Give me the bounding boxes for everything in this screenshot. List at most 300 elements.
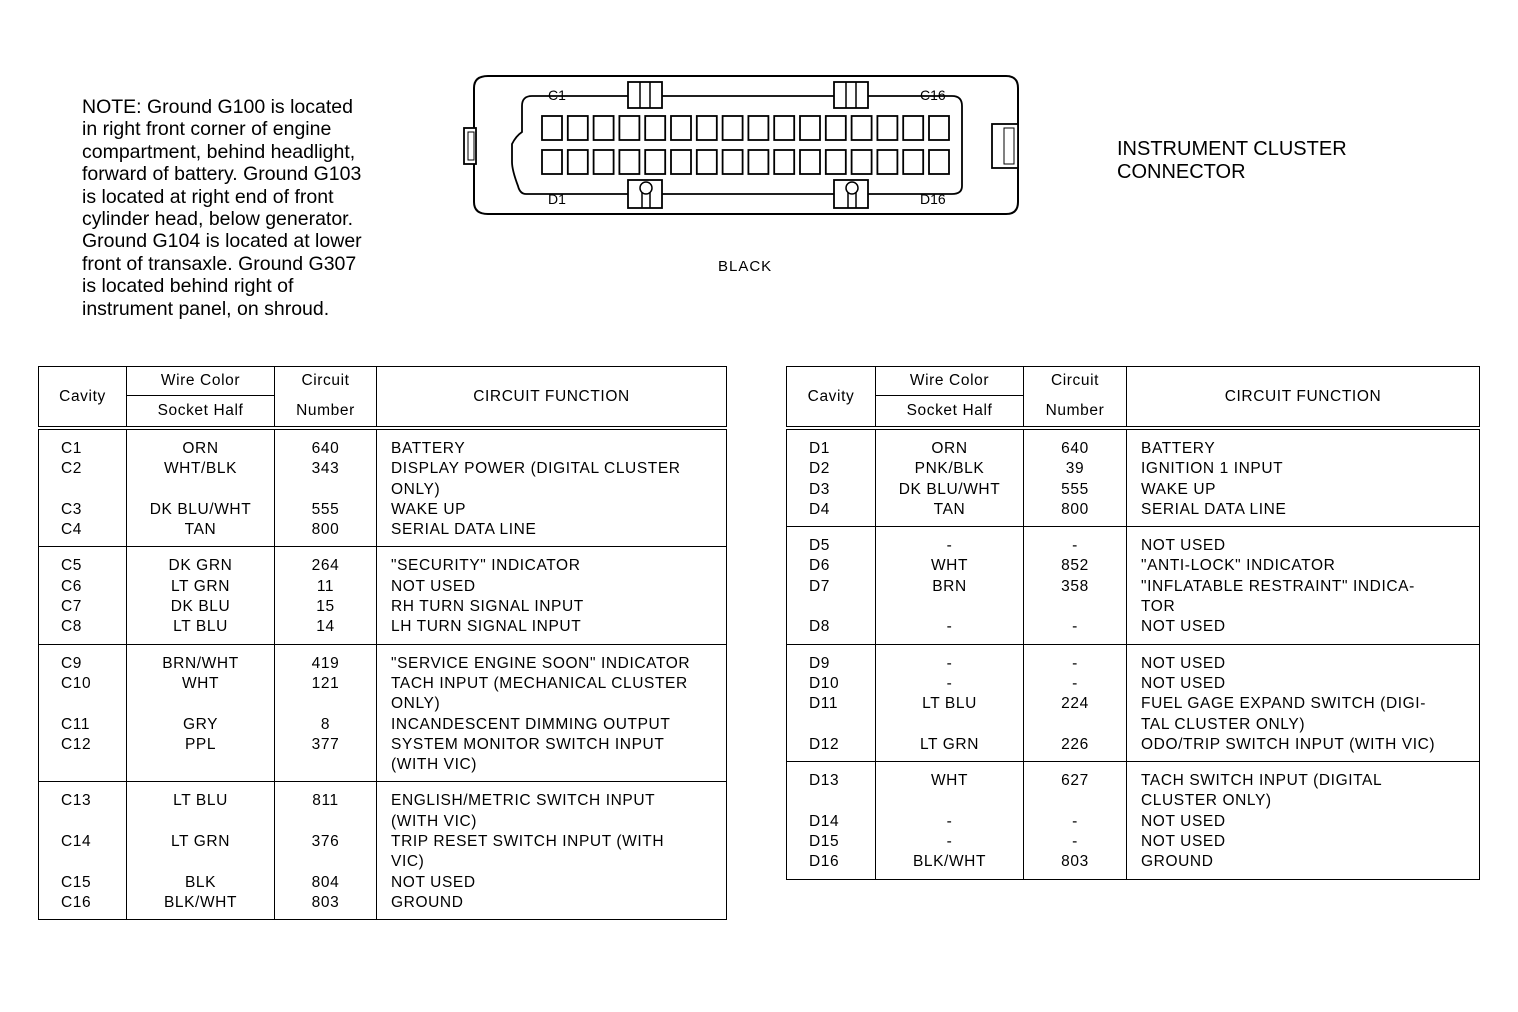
- cavity-id: C2: [61, 460, 83, 478]
- circuit-number: 264: [311, 557, 340, 575]
- table-row: [39, 520, 727, 547]
- circuit-number: 811: [312, 792, 339, 810]
- circuit-function-cell: [377, 644, 727, 674]
- circuit-function-cell: [1127, 527, 1480, 557]
- pin-cavity: [697, 116, 717, 140]
- wire-color-cell: [127, 893, 275, 920]
- wire-color: WHT: [930, 557, 969, 575]
- circuit-number-cell: [275, 597, 377, 617]
- wire-color: BRN/WHT: [162, 654, 239, 672]
- table-row: [787, 812, 1480, 832]
- cavity-cell: [787, 852, 876, 879]
- wire-color-cell: [127, 715, 275, 735]
- cavity-cell: [39, 547, 127, 577]
- pin-cavity: [877, 116, 897, 140]
- wire-color-cell: [876, 556, 1024, 576]
- connector-title-line: CONNECTOR: [1117, 161, 1246, 183]
- circuit-number: 419: [311, 654, 340, 672]
- pin-group: [39, 644, 727, 782]
- note-line: in right front corner of engine: [82, 118, 332, 141]
- cavity-cell: [787, 459, 876, 479]
- note-line: instrument panel, on shroud.: [82, 297, 330, 320]
- circuit-function: SERIAL DATA LINE: [1141, 500, 1287, 518]
- note-line: Ground G104 is located at lower: [82, 230, 362, 253]
- pin-cavity: [774, 116, 794, 140]
- wire-color-cell: [876, 852, 1024, 879]
- circuit-function-cell: [377, 520, 727, 547]
- cavity-id: D14: [809, 812, 840, 830]
- wire-color: ORN: [931, 440, 968, 457]
- pin-cavity: [929, 116, 949, 140]
- table-row: [787, 762, 1480, 812]
- table-row: [787, 527, 1480, 557]
- circuit-function-cell: [1127, 735, 1480, 762]
- circuit-number: -: [1072, 674, 1078, 692]
- pin-group: [39, 547, 727, 644]
- circuit-number-cell: [1024, 812, 1127, 832]
- circuit-function: NOT USED: [1141, 833, 1226, 851]
- circuit-number: 627: [1061, 772, 1089, 790]
- table-row: [787, 556, 1480, 576]
- wire-color-cell: [127, 500, 275, 520]
- circuit-function-continued: ONLY): [391, 695, 441, 713]
- cavity-cell: [787, 762, 876, 812]
- cavity-id: C1: [61, 440, 83, 457]
- wire-color-cell: [876, 527, 1024, 557]
- cavity-id: C10: [61, 674, 92, 692]
- circuit-number: 14: [316, 618, 335, 636]
- cavity-cell: [787, 832, 876, 852]
- table-row: [787, 428, 1480, 459]
- wire-color: LT BLU: [173, 792, 228, 810]
- cavity-table-c: [38, 366, 727, 920]
- table-row: [787, 617, 1480, 644]
- pin-cavity: [619, 116, 639, 140]
- cavity-id: C15: [61, 873, 92, 891]
- wire-color: -: [946, 537, 953, 555]
- circuit-function-continued: CLUSTER ONLY): [1141, 792, 1272, 810]
- note-line: compartment, behind headlight,: [82, 140, 356, 163]
- cavity-id: D10: [809, 674, 840, 692]
- cavity-cell: [787, 735, 876, 762]
- pin-cavity: [542, 150, 562, 174]
- wire-color-cell: [876, 617, 1024, 644]
- cavity-id: C4: [61, 521, 83, 539]
- pin-group: [39, 428, 727, 547]
- circuit-number-cell: [1024, 762, 1127, 812]
- cavity-id: D4: [809, 500, 831, 518]
- circuit-number: 224: [1061, 695, 1089, 713]
- cavity-cell: [787, 812, 876, 832]
- header-wire-color: Wire Color: [876, 367, 1024, 396]
- note-line: is located at right end of front: [82, 185, 334, 208]
- circuit-number-cell: [1024, 527, 1127, 557]
- header-socket-half: Socket Half: [127, 396, 275, 429]
- wire-color-cell: [127, 428, 275, 459]
- circuit-number-cell: [275, 459, 377, 500]
- cavity-id: D1: [809, 440, 831, 457]
- cavity-cell: [787, 556, 876, 576]
- cavity-cell: [787, 694, 876, 735]
- circuit-number-cell: [1024, 480, 1127, 500]
- circuit-function-cell: [377, 832, 727, 873]
- pin-cavity: [723, 150, 743, 174]
- table-row: [39, 832, 727, 873]
- wire-color: WHT: [181, 674, 220, 692]
- circuit-number-cell: [1024, 428, 1127, 459]
- note-line: cylinder head, below generator.: [82, 208, 354, 231]
- circuit-function-continued: ONLY): [391, 480, 441, 498]
- circuit-function-cell: [377, 428, 727, 459]
- wire-color-cell: [127, 644, 275, 674]
- table-row: [787, 674, 1480, 694]
- cavity-id: D16: [809, 853, 840, 871]
- cavity-cell: [39, 597, 127, 617]
- circuit-function-continued: VIC): [391, 853, 425, 871]
- table-row: [787, 480, 1480, 500]
- pin-group: [787, 428, 1480, 527]
- circuit-number: 803: [1061, 853, 1089, 871]
- circuit-number: 358: [1061, 577, 1089, 595]
- label-d16: D16: [920, 191, 946, 207]
- wire-color: LT GRN: [919, 735, 979, 753]
- pin-cavity: [594, 150, 614, 174]
- circuit-function-cell: [377, 893, 727, 920]
- wire-color-cell: [127, 597, 275, 617]
- circuit-number: -: [1072, 833, 1078, 851]
- circuit-number-cell: [275, 500, 377, 520]
- circuit-number-cell: [275, 832, 377, 873]
- circuit-number: 800: [1061, 500, 1089, 518]
- cavity-cell: [787, 617, 876, 644]
- cavity-cell: [787, 644, 876, 674]
- header-cavity: Cavity: [39, 367, 127, 429]
- cavity-cell: [39, 500, 127, 520]
- circuit-number: 800: [311, 521, 340, 539]
- circuit-function-continued: TAL CLUSTER ONLY): [1141, 715, 1306, 733]
- cavity-cell: [39, 617, 127, 644]
- circuit-function: ENGLISH/METRIC SWITCH INPUT: [391, 792, 656, 810]
- circuit-function-cell: [1127, 832, 1480, 852]
- circuit-function: NOT USED: [1141, 674, 1226, 692]
- wire-color: -: [946, 833, 953, 851]
- wire-color-cell: [127, 520, 275, 547]
- cavity-id: D7: [809, 577, 831, 595]
- circuit-number-cell: [1024, 694, 1127, 735]
- table-row: [39, 617, 727, 644]
- pin-cavity: [826, 150, 846, 174]
- circuit-function: DISPLAY POWER (DIGITAL CLUSTER: [391, 460, 681, 478]
- circuit-number-cell: [1024, 674, 1127, 694]
- header-number: Number: [275, 396, 377, 429]
- wire-color: DK BLU/WHT: [149, 500, 252, 518]
- wire-color-cell: [876, 480, 1024, 500]
- wire-color-cell: [127, 832, 275, 873]
- pin-cavity: [903, 116, 923, 140]
- wire-color: LT BLU: [173, 618, 228, 636]
- circuit-function: TACH SWITCH INPUT (DIGITAL: [1141, 772, 1383, 790]
- pin-cavity: [826, 116, 846, 140]
- circuit-function-cell: [377, 597, 727, 617]
- wire-color: BRN: [932, 577, 967, 595]
- table-row: [787, 500, 1480, 527]
- circuit-function-cell: [1127, 617, 1480, 644]
- table-row: [39, 547, 727, 577]
- circuit-function-cell: [1127, 480, 1480, 500]
- pin-cavity: [568, 116, 588, 140]
- pin-cavity: [645, 116, 665, 140]
- wire-color: -: [946, 812, 953, 830]
- cavity-cell: [787, 577, 876, 618]
- cavity-id: D2: [809, 460, 831, 478]
- cavity-id: C11: [61, 715, 91, 733]
- circuit-function-cell: [1127, 852, 1480, 879]
- wire-color-cell: [127, 577, 275, 597]
- cavity-id: C9: [61, 654, 83, 672]
- circuit-function: SERIAL DATA LINE: [391, 521, 537, 539]
- circuit-function-continued: (WITH VIC): [391, 756, 478, 774]
- circuit-number: 8: [320, 715, 331, 733]
- cavity-id: D12: [809, 735, 840, 753]
- label-d1: D1: [548, 191, 566, 207]
- circuit-function: INCANDESCENT DIMMING OUTPUT: [391, 715, 671, 733]
- wire-color-cell: [127, 674, 275, 715]
- pin-group: [787, 762, 1480, 879]
- circuit-function: FUEL GAGE EXPAND SWITCH (DIGI-: [1141, 695, 1426, 713]
- circuit-number: 376: [311, 833, 340, 851]
- wire-color-cell: [127, 873, 275, 893]
- cavity-id: C16: [61, 893, 92, 911]
- circuit-function-cell: [377, 577, 727, 597]
- header-cavity: Cavity: [787, 367, 876, 429]
- circuit-number-cell: [1024, 852, 1127, 879]
- circuit-function-cell: [1127, 762, 1480, 812]
- wire-color: TAN: [184, 521, 217, 539]
- cavity-cell: [39, 520, 127, 547]
- wire-color: WHT: [930, 772, 969, 790]
- label-c16: C16: [920, 87, 946, 103]
- table-row: [39, 873, 727, 893]
- circuit-function-cell: [1127, 694, 1480, 735]
- table-row: [787, 644, 1480, 674]
- table-row: [787, 852, 1480, 879]
- circuit-function-cell: [377, 735, 727, 782]
- circuit-function-cell: [1127, 812, 1480, 832]
- table-row: [39, 500, 727, 520]
- table-row: [39, 893, 727, 920]
- circuit-number: 640: [1061, 440, 1089, 457]
- pin-group: [39, 782, 727, 920]
- circuit-number-cell: [1024, 577, 1127, 618]
- pin-cavity: [723, 116, 743, 140]
- circuit-number: 11: [316, 577, 335, 595]
- cavity-id: C6: [61, 577, 83, 595]
- circuit-function-cell: [377, 715, 727, 735]
- wire-color-cell: [876, 674, 1024, 694]
- circuit-function-cell: [1127, 556, 1480, 576]
- wire-color-cell: [127, 547, 275, 577]
- wire-color-cell: [127, 782, 275, 832]
- circuit-number-cell: [1024, 617, 1127, 644]
- wire-color: BLK: [184, 873, 217, 891]
- cavity-table-d: [786, 366, 1480, 880]
- connector-diagram: [462, 70, 1032, 220]
- wire-color-cell: [127, 617, 275, 644]
- header-wire-color: Wire Color: [127, 367, 275, 396]
- cavity-cell: [39, 674, 127, 715]
- circuit-function: NOT USED: [1141, 654, 1226, 672]
- cavity-id: C7: [61, 598, 83, 616]
- circuit-number-cell: [275, 715, 377, 735]
- circuit-number-cell: [275, 674, 377, 715]
- connector-color: BLACK: [718, 258, 773, 275]
- pin-grid: [542, 116, 949, 174]
- wire-color: DK BLU: [170, 598, 231, 616]
- pin-cavity: [671, 116, 691, 140]
- pin-cavity: [852, 150, 872, 174]
- circuit-function-cell: [377, 782, 727, 832]
- circuit-function-cell: [1127, 428, 1480, 459]
- wire-color-cell: [127, 735, 275, 782]
- pin-cavity: [903, 150, 923, 174]
- circuit-function-continued: (WITH VIC): [391, 812, 478, 830]
- wire-color-cell: [876, 735, 1024, 762]
- pin-cavity: [594, 116, 614, 140]
- circuit-number-cell: [275, 735, 377, 782]
- pin-cavity: [697, 150, 717, 174]
- cavity-cell: [787, 674, 876, 694]
- connector-title-line: INSTRUMENT CLUSTER: [1117, 138, 1347, 160]
- cavity-id: C3: [61, 500, 83, 518]
- circuit-number-cell: [1024, 556, 1127, 576]
- table-row: [39, 597, 727, 617]
- wire-color-cell: [876, 577, 1024, 618]
- wire-color-cell: [876, 500, 1024, 527]
- pin-cavity: [748, 116, 768, 140]
- wire-color-cell: [876, 812, 1024, 832]
- circuit-number: 15: [316, 598, 335, 616]
- cavity-id: D9: [809, 654, 831, 672]
- cavity-cell: [39, 873, 127, 893]
- cavity-id: D3: [809, 480, 831, 498]
- circuit-function: SYSTEM MONITOR SWITCH INPUT: [391, 735, 665, 753]
- wire-color: -: [946, 654, 953, 672]
- circuit-function-cell: [377, 873, 727, 893]
- note-line: is located behind right of: [82, 275, 294, 298]
- circuit-number: -: [1072, 812, 1078, 830]
- pin-cavity: [619, 150, 639, 174]
- pin-cavity: [671, 150, 691, 174]
- ground-location-note: [82, 96, 422, 320]
- wire-color: ORN: [182, 440, 219, 457]
- circuit-number-cell: [275, 893, 377, 920]
- pin-cavity: [800, 116, 820, 140]
- circuit-function: NOT USED: [391, 577, 476, 595]
- circuit-function: LH TURN SIGNAL INPUT: [391, 618, 582, 636]
- table-row: [39, 577, 727, 597]
- circuit-function: TRIP RESET SWITCH INPUT (WITH: [391, 833, 665, 851]
- cavity-cell: [39, 735, 127, 782]
- header-circuit-function: CIRCUIT FUNCTION: [1127, 367, 1480, 429]
- circuit-function: RH TURN SIGNAL INPUT: [391, 598, 584, 616]
- circuit-number: 343: [311, 460, 340, 478]
- circuit-number-cell: [1024, 500, 1127, 527]
- circuit-number-cell: [1024, 832, 1127, 852]
- cavity-cell: [787, 527, 876, 557]
- circuit-function-cell: [1127, 674, 1480, 694]
- wire-color-cell: [876, 644, 1024, 674]
- cavity-cell: [787, 500, 876, 527]
- cavity-cell: [39, 782, 127, 832]
- wire-color: LT BLU: [922, 695, 977, 713]
- circuit-number: 804: [311, 873, 340, 891]
- circuit-function: GROUND: [391, 893, 464, 911]
- cavity-cell: [787, 428, 876, 459]
- circuit-number: 803: [311, 893, 340, 911]
- table-row: [787, 577, 1480, 618]
- connector-title: [1117, 138, 1347, 184]
- wire-color: BLK/WHT: [163, 893, 238, 911]
- circuit-function-cell: [1127, 644, 1480, 674]
- circuit-function-cell: [377, 674, 727, 715]
- circuit-number: -: [1072, 537, 1078, 555]
- pin-cavity: [852, 116, 872, 140]
- cavity-id: C14: [61, 833, 92, 851]
- cavity-id: D8: [809, 618, 831, 636]
- header-circuit: Circuit: [275, 367, 377, 396]
- wire-color: LT GRN: [170, 577, 230, 595]
- circuit-number-cell: [275, 520, 377, 547]
- note-line: NOTE: Ground G100 is located: [82, 96, 353, 118]
- circuit-function: WAKE UP: [391, 500, 467, 518]
- circuit-function-cell: [1127, 577, 1480, 618]
- circuit-number: 377: [311, 735, 340, 753]
- cavity-id: C8: [61, 618, 83, 636]
- circuit-function: BATTERY: [391, 440, 466, 457]
- cavity-cell: [787, 480, 876, 500]
- table-row: [787, 735, 1480, 762]
- circuit-function-cell: [377, 500, 727, 520]
- circuit-function-cell: [1127, 459, 1480, 479]
- table-row: [39, 644, 727, 674]
- pin-cavity: [568, 150, 588, 174]
- label-c1: C1: [548, 87, 566, 103]
- circuit-function: "SERVICE ENGINE SOON" INDICATOR: [391, 654, 691, 672]
- circuit-function: NOT USED: [1141, 812, 1226, 830]
- cavity-id: D6: [809, 557, 831, 575]
- circuit-number-cell: [1024, 735, 1127, 762]
- wire-color-cell: [127, 459, 275, 500]
- pin-cavity: [748, 150, 768, 174]
- pin-cavity: [929, 150, 949, 174]
- circuit-function-cell: [377, 547, 727, 577]
- table-row: [787, 832, 1480, 852]
- wire-color: GRY: [182, 715, 219, 733]
- table-row: [787, 459, 1480, 479]
- wire-color: LT GRN: [170, 833, 230, 851]
- circuit-function: NOT USED: [1141, 537, 1226, 555]
- circuit-number-cell: [275, 782, 377, 832]
- header-circuit-function: CIRCUIT FUNCTION: [377, 367, 727, 429]
- wire-color-cell: [876, 762, 1024, 812]
- table-row: [39, 674, 727, 715]
- cavity-id: D15: [809, 833, 840, 851]
- pin-cavity: [774, 150, 794, 174]
- header-number: Number: [1024, 396, 1127, 429]
- cavity-cell: [39, 832, 127, 873]
- wire-color-cell: [876, 459, 1024, 479]
- wire-color-cell: [876, 428, 1024, 459]
